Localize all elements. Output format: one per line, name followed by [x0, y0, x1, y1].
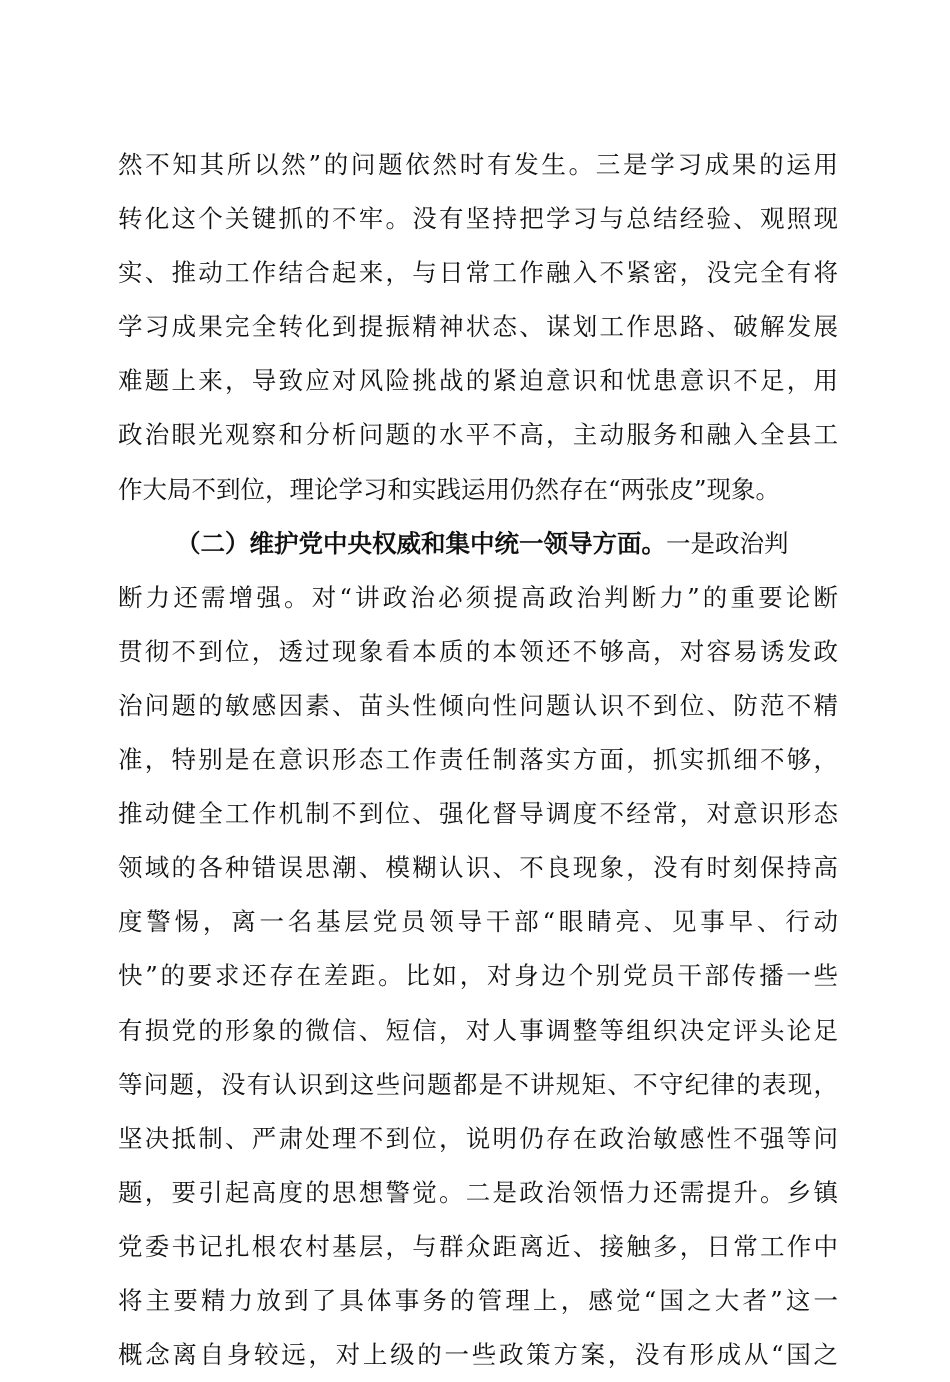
- text-line: 然不知其所以然”的问题依然时有发生。三是学习成果的运用: [118, 150, 838, 179]
- text-line: 概念离自身较远，对上级的一些政策方案，没有形成从“国之: [118, 1340, 838, 1370]
- text-line: 推动健全工作机制不到位、强化督导调度不经常，对意识形态: [118, 799, 838, 829]
- text-line: 作大局不到位，理论学习和实践运用仍然存在“两张皮”现象。: [118, 474, 781, 504]
- text-line: 度警惕，离一名基层党员领导干部“眼睛亮、见事早、行动: [118, 907, 838, 937]
- body-text: [118, 138, 838, 1382]
- text-line: 有损党的形象的微信、短信，对人事调整等组织决定评头论足: [118, 1015, 838, 1045]
- text-line: 难题上来，导致应对风险挑战的紧迫意识和忧患意识不足，用: [118, 366, 838, 396]
- text-line: 准，特别是在意识形态工作责任制落实方面，抓实抓细不够，: [118, 745, 838, 775]
- text-line: 党委书记扎根农村基层，与群众距离近、接触多，日常工作中: [118, 1231, 838, 1261]
- text-line: 政治眼光观察和分析问题的水平不高，主动服务和融入全县工: [118, 420, 838, 450]
- text-line: 转化这个关键抓的不牢。没有坚持把学习与总结经验、观照现: [118, 204, 838, 234]
- text-line: 断力还需增强。对“讲政治必须提高政治判断力”的重要论断: [118, 582, 838, 612]
- text-line: 治问题的敏感因素、苗头性倾向性问题认识不到位、防范不精: [118, 690, 838, 720]
- text-line: 题，要引起高度的思想警觉。二是政治领悟力还需提升。乡镇: [118, 1177, 838, 1207]
- text-line: 学习成果完全转化到提振精神状态、谋划工作思路、破解发展: [118, 312, 838, 342]
- paragraph-2: [118, 517, 838, 1382]
- text-line: 将主要精力放到了具体事务的管理上，感觉“国之大者”这一: [118, 1285, 838, 1315]
- text-line: 领域的各种错误思潮、模糊认识、不良现象，没有时刻保持高: [118, 853, 838, 883]
- section-heading: （二）维护党中央权威和集中统一领导方面。: [176, 528, 666, 558]
- paragraph-2-first-line: [118, 517, 838, 571]
- text-line: 快”的要求还存在差距。比如，对身边个别党员干部传播一些: [118, 961, 838, 991]
- text-line: 等问题，没有认识到这些问题都是不讲规矩、不守纪律的表现，: [118, 1069, 838, 1099]
- text-line: 实、推动工作结合起来，与日常工作融入不紧密，没完全有将: [118, 258, 838, 288]
- text-line: 贯彻不到位，透过现象看本质的本领还不够高，对容易诱发政: [118, 636, 838, 666]
- paragraph-1: [118, 138, 838, 517]
- text-line: 坚决抵制、严肃处理不到位，说明仍存在政治敏感性不强等问: [118, 1123, 838, 1153]
- text-run: 一是政治判: [666, 528, 789, 558]
